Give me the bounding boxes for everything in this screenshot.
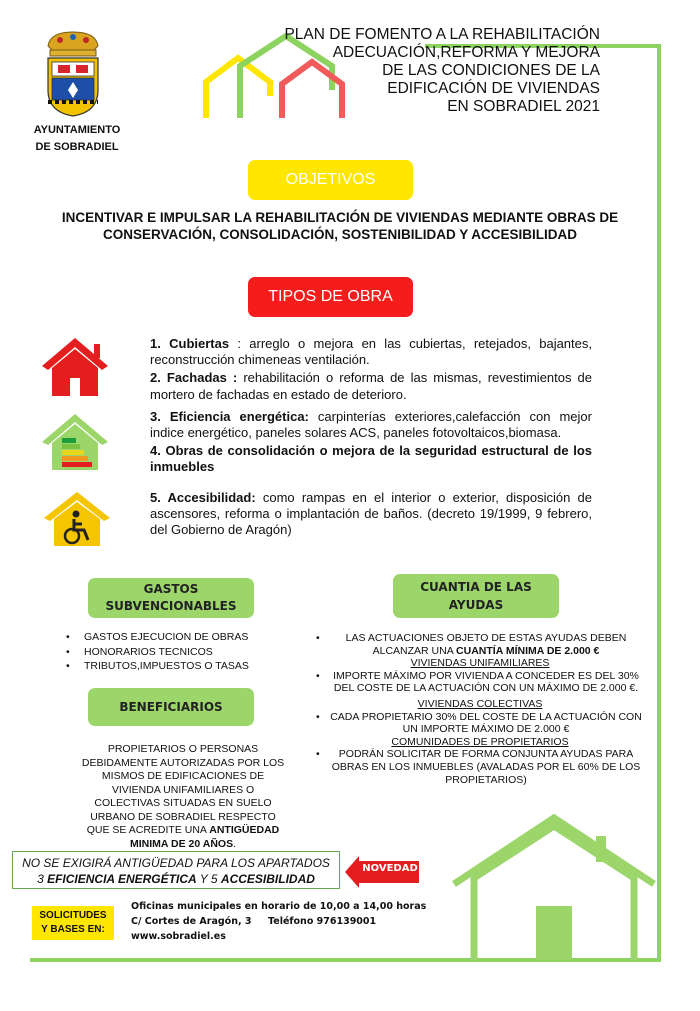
obra-body: carpinterías exteriores,calefacción con mejor indice energético, paneles solares ACS, paneles fotovoltaicos,biomasa. — [150, 408, 592, 441]
gastos-label — [88, 578, 254, 618]
title-line: EDIFICACIÓN DE VIVIENDAS — [387, 80, 600, 97]
obra-head: 2. Fachadas : — [150, 370, 238, 386]
obra-item-eficiencia — [150, 409, 592, 441]
obra-sep — [256, 490, 263, 505]
list-item: • GASTOS EJECUCION DE OBRAS — [66, 630, 306, 645]
cuantia-label-line: CUANTIA DE LAS — [420, 580, 532, 594]
beneficiarios-label: BENEFICIARIOS — [88, 688, 254, 726]
house-roof-icon — [40, 336, 110, 398]
house-outline-icon — [450, 812, 660, 962]
objetivos-label: OBJETIVOS — [248, 160, 413, 200]
cuantia-label-line: AYUDAS — [448, 598, 504, 612]
obra-sep — [309, 409, 318, 424]
tipos-obra-label: TIPOS DE OBRA — [248, 277, 413, 317]
beneficiarios-text — [78, 743, 288, 851]
obra-item-accesibilidad — [150, 490, 592, 539]
list-item: • HONORARIOS TECNICOS — [66, 645, 306, 660]
cuantia-subheading: VIVIENDAS COLECTIVAS — [417, 697, 543, 710]
title-line: DE LAS CONDICIONES DE LA — [382, 62, 600, 79]
novedad-line-1: NO SE EXIGIRÁ ANTIGÜEDAD PARA LOS APARTADOS — [22, 856, 330, 870]
solicitudes-label-line: Y BASES EN: — [41, 924, 105, 935]
novedad-line-2 — [13, 871, 339, 887]
novedad-text: Y 5 — [196, 872, 221, 886]
office-hours: Oficinas municipales en horario de 10,00 a 14,00 horas — [131, 901, 427, 912]
cuantia-subheading: COMUNIDADES DE PROPIETARIOS — [391, 735, 569, 748]
novedad-badge: NOVEDAD — [362, 863, 418, 874]
obra-body: rehabilitación o reforma de las mismas, revestimientos de mortero de fachadas en estado de deterioro. — [150, 370, 593, 402]
solicitudes-label-line: SOLICITUDES — [39, 910, 107, 921]
obra-body: como rampas en el interior o exterior, disposición de ascensores, reforma o implantación de baños. (decreto 19/1999, 9 febrero, del Gobierno de Aragón) — [150, 489, 593, 538]
title-line: EN SOBRADIEL 2021 — [447, 98, 600, 115]
page-title — [284, 26, 600, 116]
beneficiarios-body: PROPIETARIOS O PERSONAS DEBIDAMENTE AUTORIZADAS POR LOS MISMOS DE EDIFICACIONES DE VIVIENDA UNIFAMILIARES O COLECTIVAS SITUADAS EN SUELO URBANO DE SOBRADIEL RESPECTO QUE SE ACREDITE UNA — [81, 743, 285, 836]
cuantia-subheading: VIVIENDAS UNIFAMILIARES — [410, 657, 550, 670]
cuantia-bold: CUANTÍA MÍNIMA DE 2.000 € — [456, 644, 600, 657]
beneficiarios-end: . — [233, 837, 236, 850]
obra-head: 3. Eficiencia energética: — [150, 408, 309, 424]
obra-head: 1. Cubiertas — [150, 336, 230, 351]
list-item: • IMPORTE MÁXIMO POR VIVIENDA A CONCEDER ES DEL 30% DEL COSTE DE LA ACTUACIÓN CON UN MÁXIMO DE 2.000 €. — [310, 670, 650, 695]
municipality-line-1: AYUNTAMIENTO — [33, 124, 121, 136]
obra-sep: : — [229, 336, 250, 351]
list-item — [310, 632, 650, 657]
novedad-bold: ACCESIBILIDAD — [220, 872, 315, 886]
municipality-line-2: DE SOBRADIEL — [35, 141, 119, 153]
objetivos-text: INCENTIVAR E IMPULSAR LA REHABILITACIÓN DE VIVIENDAS MEDIANTE OBRAS DE CONSERVACIÓN, CONSOLIDACIÓN, SOSTENIBILIDAD Y ACCESIBILIDAD — [61, 210, 619, 242]
obra-head: 5. Accesibilidad: — [150, 489, 256, 505]
municipality-name — [22, 122, 132, 156]
list-item: • PODRÁN SOLICITAR DE FORMA CONJUNTA AYUDAS PARA OBRAS EN LOS INMUEBLES (AVALADAS POR EL 60% DE LOS PROPIETARIOS) — [310, 748, 650, 786]
novedad-bold: EFICIENCIA ENERGÉTICA — [47, 872, 197, 886]
obra-body: arreglo o mejora en las cubiertas, retejados, bajantes, reconstrucción chimeneas ventilación. — [150, 336, 592, 368]
title-line: PLAN DE FOMENTO A LA REHABILITACIÓN — [284, 26, 600, 43]
obra-item-cubiertas — [150, 336, 592, 368]
beneficiarios-bold: ANTIGÜEDAD MINIMA DE 20 AÑOS — [130, 824, 280, 850]
obra-item-fachadas — [150, 370, 592, 402]
energy-efficiency-icon — [40, 412, 110, 472]
obra-item-consolidacion — [150, 443, 592, 475]
solicitudes-label — [32, 906, 114, 940]
title-line: ADECUACIÓN,REFORMA Y MEJORA — [332, 44, 600, 61]
gastos-list — [66, 630, 306, 674]
novedad-note — [12, 851, 340, 889]
accessibility-icon — [42, 490, 112, 548]
office-address: C/ Cortes de Aragón, 3 Teléfono 976139001 — [131, 916, 377, 927]
list-item: • CADA PROPIETARIO 30% DEL COSTE DE LA ACTUACIÓN CON UN IMPORTE MÁXIMO DE 2.000 € — [310, 711, 650, 736]
cuantia-list — [310, 632, 650, 786]
cuantia-label — [393, 574, 559, 618]
tipos-obra-list — [150, 336, 592, 540]
obra-head: 4. Obras de consolidación o mejora de la seguridad estructural de los inmuebles — [150, 443, 592, 475]
coat-of-arms-icon — [40, 28, 106, 118]
solicitudes-info — [131, 899, 426, 944]
novedad-text: 3 — [37, 872, 48, 886]
cuantia-text: LAS ACTUACIONES OBJETO DE ESTAS AYUDAS DEBEN ALCANZAR UNA — [345, 632, 627, 657]
gastos-label-line: GASTOS — [143, 582, 199, 596]
list-item: • TRIBUTOS,IMPUESTOS O TASAS — [66, 659, 306, 674]
website-link[interactable]: www.sobradiel.es — [131, 931, 226, 942]
gastos-label-line: SUBVENCIONABLES — [105, 599, 237, 613]
